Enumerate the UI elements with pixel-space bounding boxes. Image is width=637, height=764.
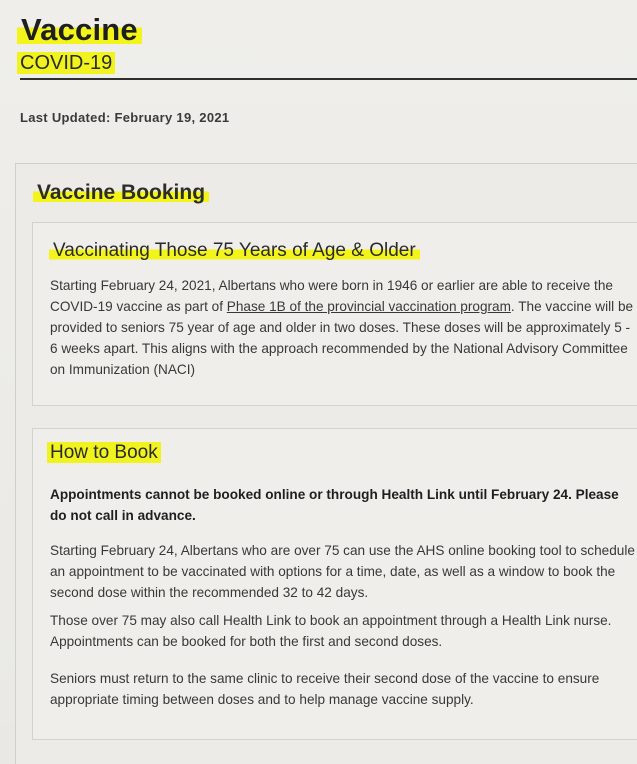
phase-1b-link[interactable]: Phase 1B of the provincial vaccination program (226, 299, 511, 314)
title-divider (20, 78, 637, 80)
page-title (20, 12, 142, 48)
section-heading (36, 181, 209, 205)
booking-notice: Appointments cannot be booked online or through Health Link until February 24. Please do not call in advance. (50, 487, 619, 523)
eligibility-text-start: Starting February 24, 2021, Albertans who were born in 1946 or earlier are able to receive the COVID-19 vaccine as part of (50, 278, 613, 314)
eligibility-heading (52, 240, 420, 262)
section-heading-text: Vaccine Booking (33, 181, 209, 204)
second-dose-paragraph: Seniors must return to the same clinic to receive their second dose of the vaccine to ensure appropriate timing between doses and to help manage vaccine supply. (50, 671, 600, 707)
eligibility-text-end: . The vaccine will be provided to seniors 75 year of age and older in two doses. These doses will be approximately 5 - 6 weeks apart. This aligns with the approach recommended by the National Advisory Committee on Immunization (NACI) (50, 299, 634, 377)
how-to-book-heading-text: How to Book (47, 442, 161, 463)
eligibility-heading-text: Vaccinating Those 75 Years of Age & Older (49, 240, 420, 261)
page-subtitle (20, 52, 115, 75)
page-title-text: Vaccine (17, 12, 142, 47)
how-to-book-heading (50, 442, 161, 464)
online-booking-paragraph: Starting February 24, Albertans who are over 75 can use the AHS online booking tool to schedule an appointment to be vaccinated with options for a time, date, as well as a window to book the second dose within the recommended 32 to 42 days. (50, 543, 635, 600)
last-updated: Last Updated: February 19, 2021 (20, 110, 230, 125)
eligibility-paragraph (50, 275, 635, 380)
health-link-paragraph: Those over 75 may also call Health Link to book an appointment through a Health Link nurse. Appointments can be booked for both the first and second doses. (50, 613, 612, 649)
page-subtitle-text: COVID-19 (17, 52, 115, 74)
